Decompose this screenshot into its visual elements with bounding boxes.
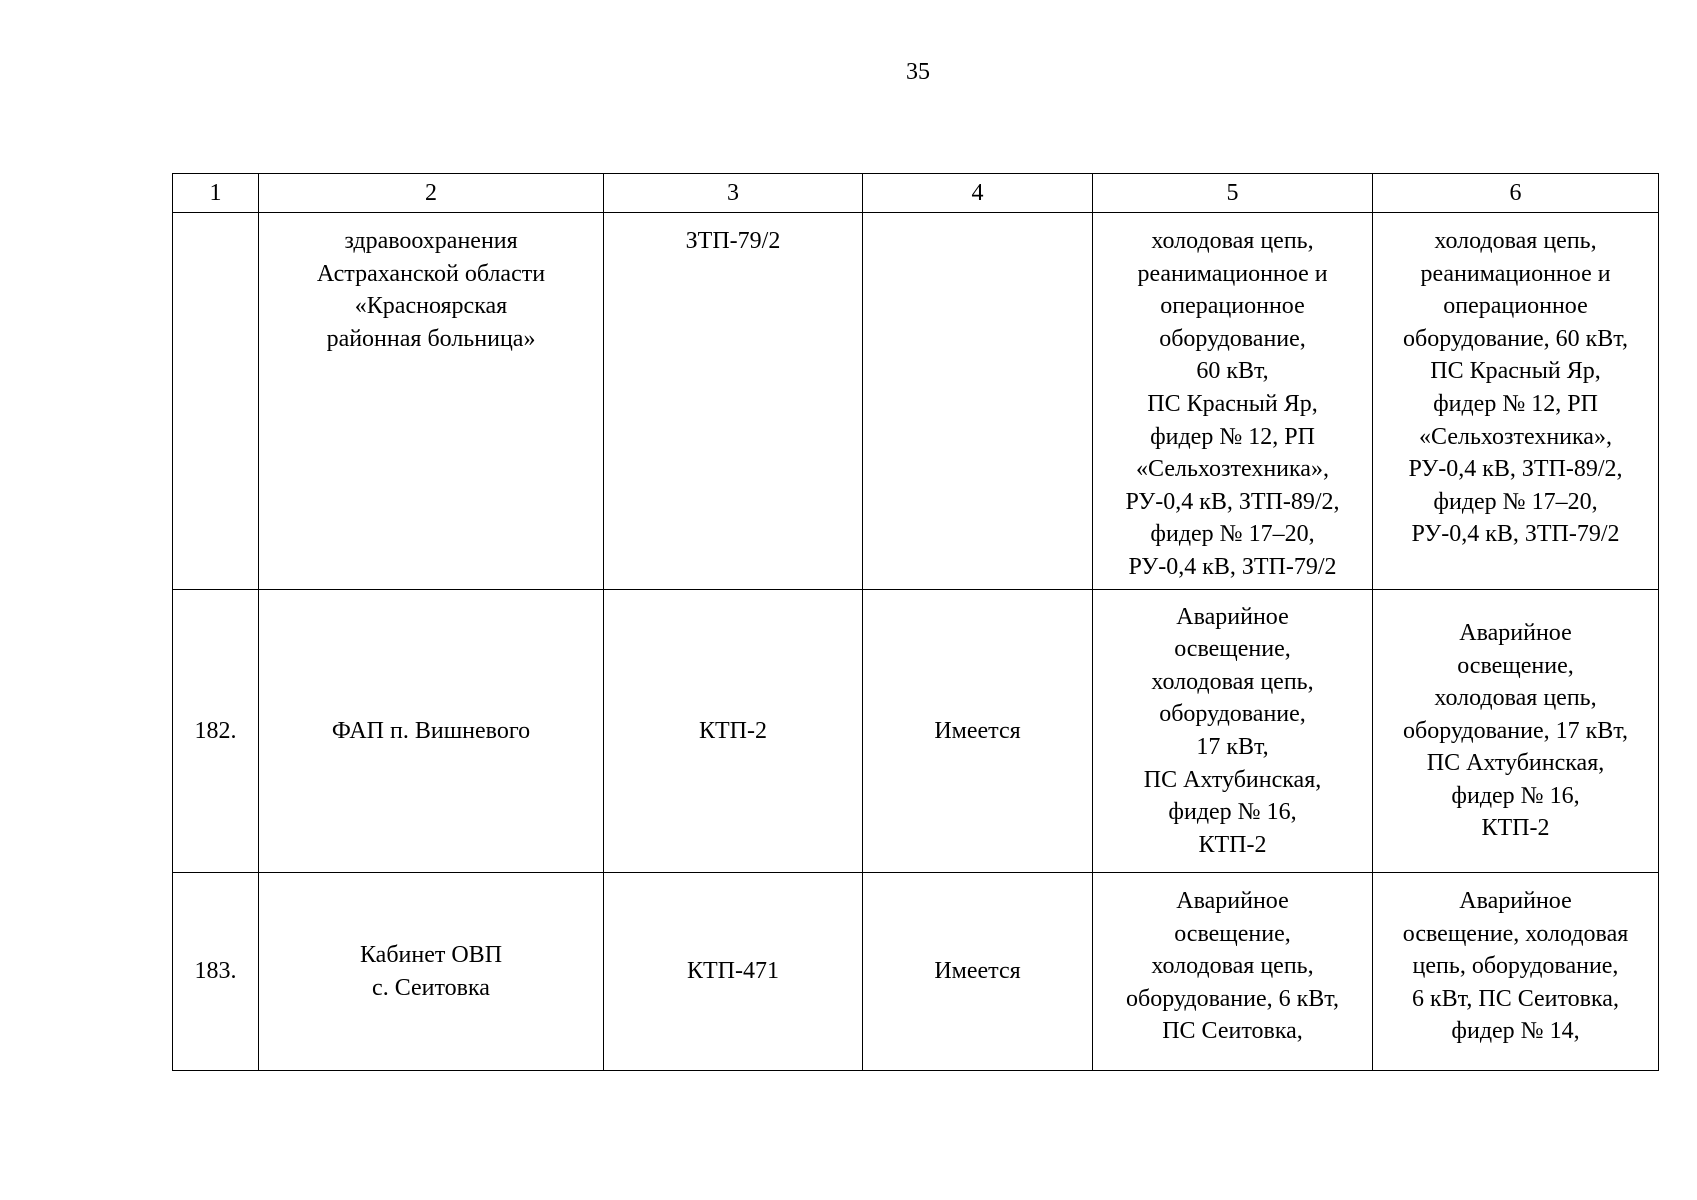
data-table — [172, 173, 1659, 1071]
column-header-1: 1 — [173, 174, 259, 213]
table-row — [173, 213, 1659, 590]
load-planned-cell: Аварийное освещение, холодовая цепь, оборудование, 17 кВт, ПС Ахтубинская, фидер № 16, КТП-2 — [1373, 590, 1659, 873]
institution-cell: Кабинет ОВП с. Сеитовка — [259, 873, 604, 1071]
table-header-row — [173, 174, 1659, 213]
column-header-3: 3 — [604, 174, 863, 213]
load-current-cell: Аварийное освещение, холодовая цепь, оборудование, 17 кВт, ПС Ахтубинская, фидер № 16, КТП-2 — [1093, 590, 1373, 873]
availability-cell: Имеется — [863, 873, 1093, 1071]
row-number-cell — [173, 213, 259, 590]
availability-cell: Имеется — [863, 590, 1093, 873]
table-row — [173, 873, 1659, 1071]
column-header-5: 5 — [1093, 174, 1373, 213]
availability-cell — [863, 213, 1093, 590]
column-header-6: 6 — [1373, 174, 1659, 213]
load-planned-cell: Аварийное освещение, холодовая цепь, оборудование, 6 кВт, ПС Сеитовка, фидер № 14, — [1373, 873, 1659, 1071]
column-header-2: 2 — [259, 174, 604, 213]
substation-cell: КТП-2 — [604, 590, 863, 873]
substation-cell: ЗТП-79/2 — [604, 213, 863, 590]
institution-cell: ФАП п. Вишневого — [259, 590, 604, 873]
institution-cell: здравоохранения Астраханской области «Красноярская районная больница» — [259, 213, 604, 590]
row-number-cell: 182. — [173, 590, 259, 873]
row-number-cell: 183. — [173, 873, 259, 1071]
load-current-cell: холодовая цепь, реанимационное и операционное оборудование, 60 кВт, ПС Красный Яр, фидер № 12, РП «Сельхозтехника», РУ-0,4 кВ, ЗТП-89/2, фидер № 17–20, РУ-0,4 кВ, ЗТП-79/2 — [1093, 213, 1373, 590]
load-planned-cell: холодовая цепь, реанимационное и операционное оборудование, 60 кВт, ПС Красный Яр, фидер № 12, РП «Сельхозтехника», РУ-0,4 кВ, ЗТП-89/2, фидер № 17–20, РУ-0,4 кВ, ЗТП-79/2 — [1373, 213, 1659, 590]
column-header-4: 4 — [863, 174, 1093, 213]
load-current-cell: Аварийное освещение, холодовая цепь, оборудование, 6 кВт, ПС Сеитовка, — [1093, 873, 1373, 1071]
table-row — [173, 590, 1659, 873]
page-number: 35 — [906, 59, 930, 85]
substation-cell: КТП-471 — [604, 873, 863, 1071]
